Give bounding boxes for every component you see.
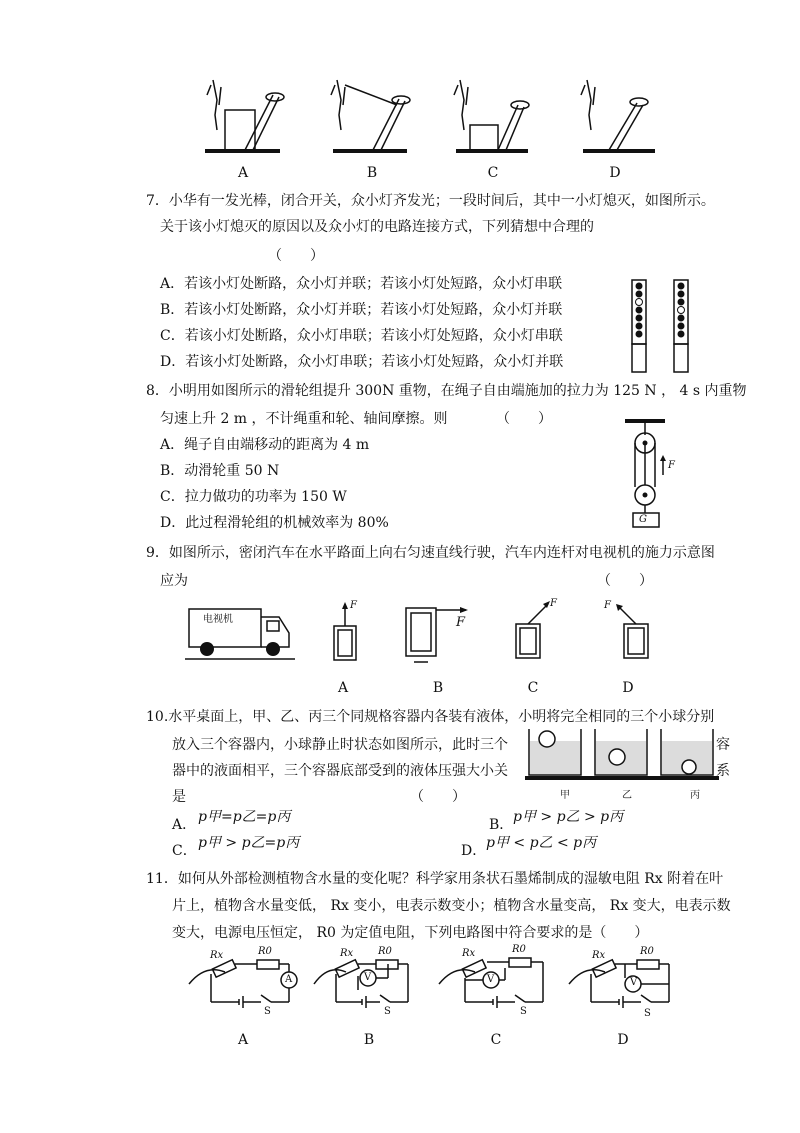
q11-c-rx: Rx: [462, 948, 476, 959]
q6-figure-d: [575, 75, 675, 155]
q10-option-a: A．: [172, 817, 197, 833]
q8-option-c: C．拉力做功的功率为 150 W: [160, 489, 347, 505]
q10-option-b: B．: [489, 817, 514, 833]
q9-force-a: F: [350, 600, 357, 611]
q10-stem-1: 10.水平桌面上，甲、乙、丙三个同规格容器内各装有液体，小明将完全相同的三个小球分别: [146, 709, 715, 725]
q11-label-b: B: [363, 1032, 375, 1048]
q11-c-r0: R0: [512, 944, 526, 955]
q7-stem-1: 7．小华有一发光棒，闭合开关，众小灯齐发光；一段时间后，其中一小灯熄灭，如图所示。: [146, 193, 715, 209]
q9-label-d: D: [622, 680, 634, 696]
q11-c-meter: V: [487, 974, 495, 985]
q7-option-c: C．若该小灯处断路，众小灯串联；若该小灯处短路，众小灯串联: [160, 328, 563, 344]
q9-paren: （ ）: [597, 573, 653, 589]
q8-stem-2: 匀速上升 2 m ，不计绳重和轮、轴间摩擦。则: [160, 411, 448, 427]
q6-label-a: A: [237, 165, 249, 181]
q10-stem-3b: 系: [716, 763, 730, 779]
q11-b-rx: Rx: [340, 948, 354, 959]
q8-fig-g: G: [639, 514, 647, 525]
q11-c-switch: S: [520, 1006, 527, 1017]
q10-container-label-bing: 丙: [690, 790, 700, 801]
q11-a-meter: A: [285, 974, 293, 985]
q10-container-label-jia: 甲: [560, 790, 570, 801]
q10-stem-2b: 容: [716, 737, 730, 753]
q9-stem-1: 9．如图所示，密闭汽车在水平路面上向右匀速直线行驶，汽车内连杆对电视机的施力示意图: [146, 545, 715, 561]
q7-glow-stick-figure: [628, 278, 698, 378]
q10-stem-4: 是: [172, 789, 186, 805]
q11-a-switch: S: [264, 1006, 271, 1017]
q7-paren: （ ）: [268, 248, 324, 264]
q11-d-r0: R0: [640, 946, 654, 957]
q11-label-c: C: [490, 1032, 502, 1048]
q10-formula-a: p甲=p乙=p丙: [198, 809, 291, 825]
q10-containers-figure: [523, 725, 723, 785]
q9-label-c: C: [527, 680, 539, 696]
q11-circuit-c: [435, 948, 560, 1018]
q9-force-d: F: [604, 600, 611, 611]
q7-stem-2: 关于该小灯熄灭的原因以及众小灯的电路连接方式，下列猜想中合理的: [160, 219, 594, 235]
q11-a-rx: Rx: [210, 950, 224, 961]
q9-stem-2: 应为: [160, 573, 188, 589]
q11-b-switch: S: [384, 1006, 391, 1017]
q8-paren: （ ）: [496, 411, 552, 427]
q11-d-rx: Rx: [592, 950, 606, 961]
q8-stem-1: 8．小明用如图所示的滑轮组提升 300N 重物，在绳子自由端施加的拉力为 125 N ， 4 s 内重物: [146, 383, 747, 399]
q6-label-c: C: [487, 165, 499, 181]
q10-container-label-yi: 乙: [622, 790, 632, 801]
q10-formula-d: p甲 < p乙 < p丙: [486, 835, 597, 851]
q6-figure-b: [325, 75, 425, 155]
q9-figure-d: [610, 598, 670, 668]
q7-option-b: B．若该小灯处断路，众小灯并联；若该小灯处短路，众小灯并联: [160, 302, 563, 318]
q7-option-a: A．若该小灯处断路，众小灯并联；若该小灯处短路，众小灯串联: [160, 276, 563, 292]
q11-b-r0: R0: [378, 946, 392, 957]
q9-force-c: F: [550, 598, 557, 609]
q11-d-meter: V: [630, 977, 638, 988]
q11-a-r0: R0: [258, 946, 272, 957]
q8-fig-f: F: [668, 460, 675, 471]
q11-circuit-d: [565, 950, 690, 1020]
q11-label-a: A: [237, 1032, 249, 1048]
q9-figure-b: [402, 600, 472, 670]
q6-figure-c: [448, 75, 548, 155]
q10-option-d: D．: [461, 843, 487, 859]
q10-formula-b: p甲 > p乙 > p丙: [513, 809, 624, 825]
q6-figure-a: [195, 75, 295, 155]
q9-truck-figure: [185, 603, 295, 663]
q9-force-b: F: [456, 615, 466, 630]
q8-pulley-figure: [615, 415, 685, 530]
q11-b-meter: V: [364, 972, 372, 983]
q7-option-d: D．若该小灯处断路，众小灯串联；若该小灯处短路，众小灯并联: [160, 354, 564, 370]
q10-stem-2: 放入三个容器内，小球静止时状态如图所示，此时三个: [172, 737, 508, 753]
q6-label-d: D: [609, 165, 621, 181]
q9-label-b: B: [432, 680, 444, 696]
q10-stem-3: 器中的液面相平，三个容器底部受到的液体压强大小关: [172, 763, 508, 779]
q6-label-b: B: [366, 165, 378, 181]
q11-circuit-a: [185, 950, 310, 1020]
q11-d-switch: S: [644, 1008, 651, 1019]
q9-label-a: A: [337, 680, 349, 696]
q9-truck-text: 电视机: [203, 614, 233, 625]
q11-stem-2: 片上，植物含水量变低， Rx 变小，电表示数变小；植物含水量变高， Rx 变大，电表示数: [172, 898, 731, 914]
q10-option-c: C．: [172, 843, 197, 859]
q10-formula-c: p甲 > p乙=p丙: [198, 835, 300, 851]
q11-stem-3: 变大，电源电压恒定， R0 为定值电阻，下列电路图中符合要求的是（ ）: [172, 925, 649, 941]
q11-label-d: D: [617, 1032, 629, 1048]
q11-circuit-b: [310, 950, 425, 1020]
q8-option-b: B．动滑轮重 50 N: [160, 463, 280, 479]
q10-paren: （ ）: [410, 789, 466, 805]
q8-option-d: D．此过程滑轮组的机械效率为 80%: [160, 515, 389, 531]
q8-option-a: A．绳子自由端移动的距离为 4 m: [160, 437, 370, 453]
q11-stem-1: 11．如何从外部检测植物含水量的变化呢？科学家用条状石墨烯制成的湿敏电阻 Rx 附着在叶: [146, 871, 724, 887]
q9-figure-c: [510, 598, 570, 668]
